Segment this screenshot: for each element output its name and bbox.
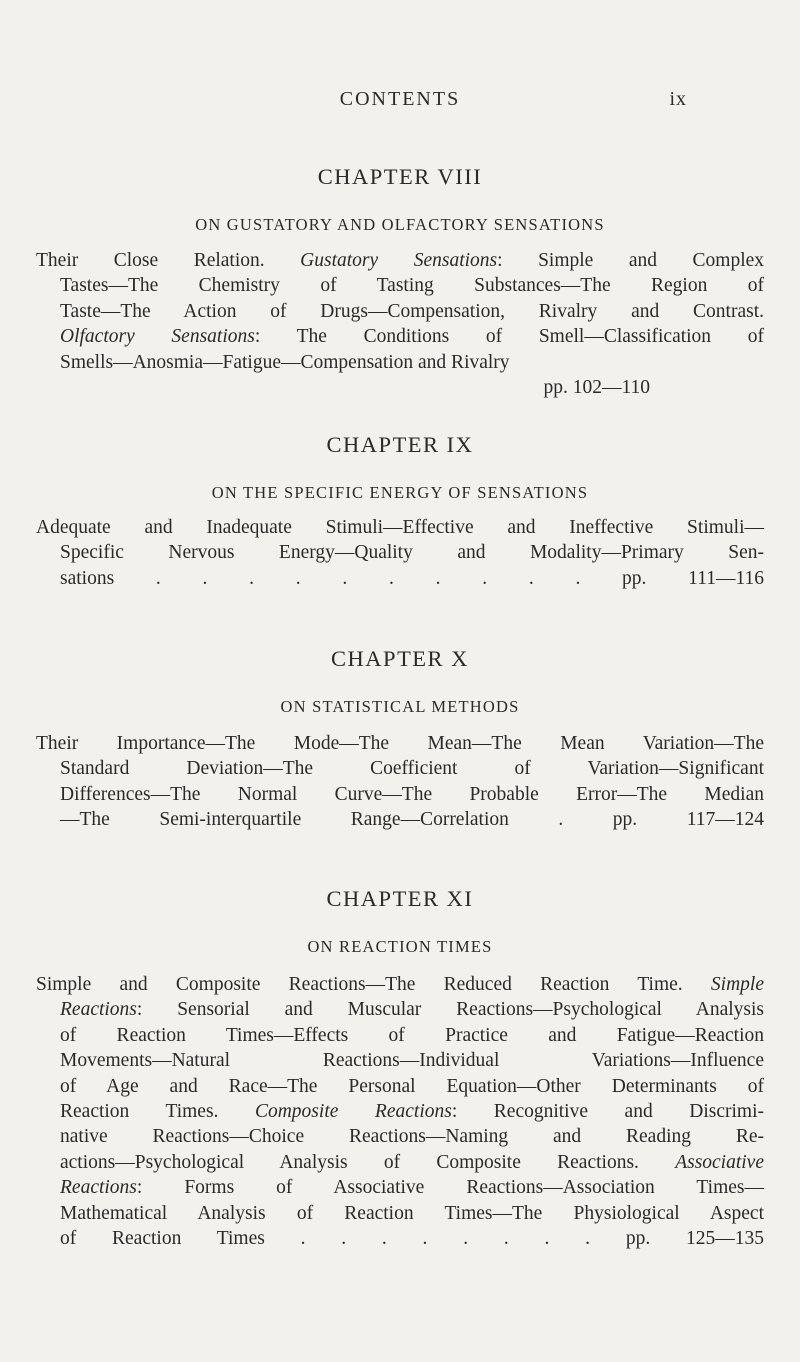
summary-line xyxy=(36,972,764,997)
summary-line xyxy=(36,540,764,565)
page-range: pp. 102—110 xyxy=(543,376,650,398)
summary-text: of Reaction Times . . . . . . . . pp. 125—135 xyxy=(60,1227,764,1249)
summary-text: : Forms of Associative Reactions—Association Times— xyxy=(136,1177,764,1199)
summary-text: Movements—Natural Reactions—Individual Variations—Influence xyxy=(60,1050,764,1072)
summary-line xyxy=(36,299,764,324)
summary-text: : Simple and Complex xyxy=(497,250,765,271)
summary-text: Mathematical Analysis of Reaction Times—The Physiological Aspect xyxy=(60,1202,764,1224)
summary-line xyxy=(36,324,764,349)
chapter-10-summary xyxy=(36,731,764,833)
summary-text: Associative xyxy=(675,1151,764,1173)
summary-text: Gustatory Sensations xyxy=(300,250,498,271)
running-head-title: CONTENTS xyxy=(339,88,461,110)
summary-line xyxy=(36,350,764,375)
chapter-9 xyxy=(0,431,800,504)
summary-text: Specific Nervous Energy—Quality and Modality—Primary Sen- xyxy=(60,542,764,564)
summary-text: Composite Reactions xyxy=(254,1100,452,1122)
summary-text: Tastes—The Chemistry of Tasting Substances—The Region of xyxy=(60,275,764,297)
chapter-subtitle: ON REACTION TIMES xyxy=(307,937,493,956)
chapter-subtitle: ON STATISTICAL METHODS xyxy=(280,697,520,716)
summary-text: Differences—The Normal Curve—The Probable Error—The Median xyxy=(60,783,764,805)
summary-line xyxy=(36,1099,764,1124)
summary-text: Reaction Times. xyxy=(60,1100,255,1122)
summary-text: actions—Psychological Analysis of Composite Reactions. xyxy=(60,1151,676,1173)
chapter-subtitle: ON GUSTATORY AND OLFACTORY SENSATIONS xyxy=(195,215,605,234)
summary-line xyxy=(36,1150,764,1175)
summary-text: Their Importance—The Mode—The Mean—The Mean Variation—The xyxy=(36,733,764,754)
summary-text: Reactions xyxy=(60,1177,137,1199)
summary-text: sations . . . . . . . . . . pp. 111—116 xyxy=(60,567,764,589)
summary-line xyxy=(36,1074,764,1099)
chapter-11-summary xyxy=(36,972,764,1251)
summary-line xyxy=(36,756,764,781)
summary-text: : Sensorial and Muscular Reactions—Psychological Analysis xyxy=(136,999,764,1021)
chapter-11 xyxy=(0,885,800,958)
summary-line xyxy=(36,1175,764,1200)
chapter-title: CHAPTER VIII xyxy=(317,164,483,189)
chapter-title: CHAPTER X xyxy=(331,646,469,671)
summary-text: Smells—Anosmia—Fatigue—Compensation and Rivalry xyxy=(60,351,510,373)
summary-text: Olfactory Sensations xyxy=(60,326,255,348)
summary-line xyxy=(36,1048,764,1073)
summary-text: Taste—The Action of Drugs—Compensation, Rivalry and Contrast. xyxy=(60,300,764,322)
chapter-8-summary xyxy=(36,248,764,400)
chapter-title: CHAPTER IX xyxy=(326,432,474,457)
summary-text: : The Conditions of Smell—Classification of xyxy=(254,326,764,348)
summary-line xyxy=(36,1201,764,1226)
summary-line xyxy=(36,807,764,832)
summary-text: : Recognitive and Discrimi- xyxy=(451,1100,764,1122)
summary-line xyxy=(36,1124,764,1149)
summary-text: Standard Deviation—The Coefficient of Variation—Significant xyxy=(60,758,764,780)
summary-text: Adequate and Inadequate Stimuli—Effective and Ineffective Stimuli— xyxy=(36,517,764,538)
summary-line xyxy=(36,997,764,1022)
summary-text: native Reactions—Choice Reactions—Naming and Reading Re- xyxy=(60,1126,764,1148)
chapter-9-summary xyxy=(36,515,764,591)
chapter-title: CHAPTER XI xyxy=(326,886,474,911)
summary-text: Reactions xyxy=(60,999,137,1021)
chapter-8 xyxy=(0,163,800,236)
summary-text: of Age and Race—The Personal Equation—Other Determinants of xyxy=(60,1075,764,1097)
summary-line xyxy=(36,566,764,591)
summary-line xyxy=(36,782,764,807)
summary-line xyxy=(36,1023,764,1048)
summary-text: Simple xyxy=(710,974,764,995)
chapter-subtitle: ON THE SPECIFIC ENERGY OF SENSATIONS xyxy=(211,483,589,502)
summary-line xyxy=(36,515,764,540)
summary-line xyxy=(36,731,764,756)
page-number: ix xyxy=(669,88,687,110)
summary-line xyxy=(36,273,764,298)
summary-text: Their Close Relation. xyxy=(36,250,301,271)
summary-text: Simple and Composite Reactions—The Reduced Reaction Time. xyxy=(36,974,711,995)
summary-text: of Reaction Times—Effects of Practice and Fatigue—Reaction xyxy=(60,1024,764,1046)
summary-text: —The Semi-interquartile Range—Correlation . pp. 117—124 xyxy=(60,809,764,831)
running-head xyxy=(0,88,800,118)
summary-line xyxy=(36,248,764,273)
summary-line xyxy=(36,1226,764,1251)
chapter-10 xyxy=(0,645,800,718)
